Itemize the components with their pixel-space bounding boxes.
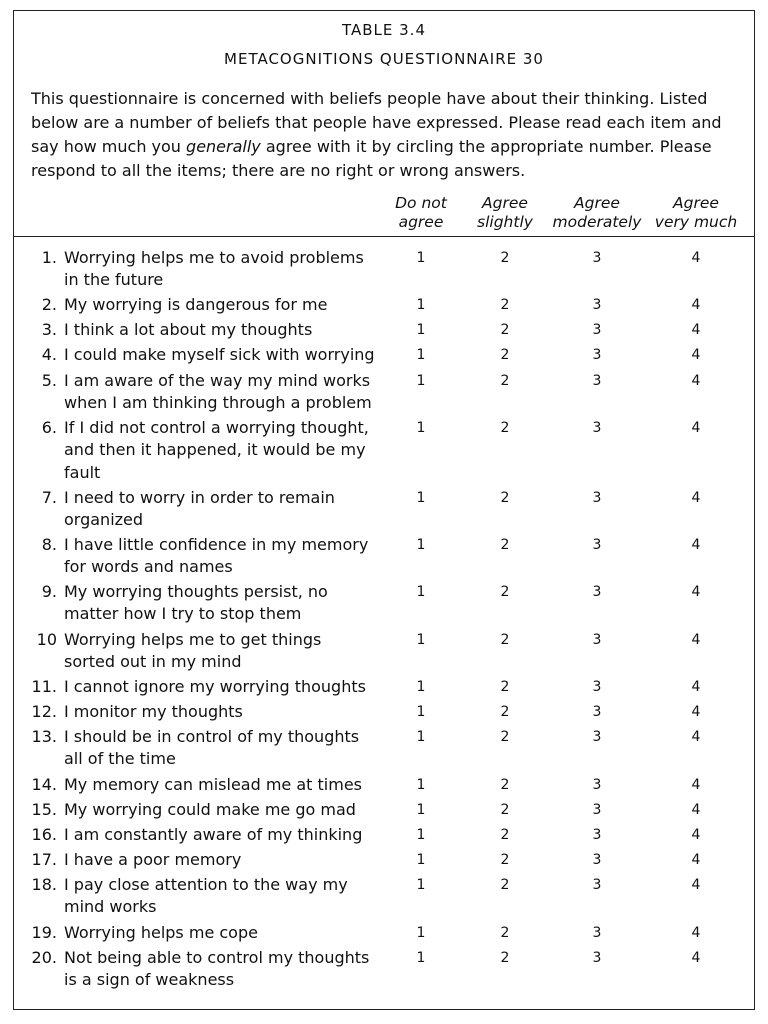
rating-option-1[interactable]: 1 — [416, 420, 426, 436]
questionnaire-item — [0, 629, 768, 674]
questionnaire-item — [0, 874, 768, 919]
questionnaire-item — [0, 799, 768, 821]
item-text-line: Worrying helps me cope — [64, 923, 258, 942]
item-number: 2. — [41, 295, 57, 314]
item-number: 9. — [41, 582, 57, 601]
item-text — [64, 344, 382, 366]
rating-option-1[interactable]: 1 — [416, 679, 426, 695]
rating-option-2[interactable]: 2 — [500, 347, 510, 363]
item-text-line: when I am thinking through a problem — [64, 393, 372, 413]
table-title: METACOGNITIONS QUESTIONNAIRE 30 — [224, 50, 544, 68]
table-label: TABLE 3.4 — [341, 21, 426, 39]
rating-option-3[interactable]: 3 — [592, 297, 602, 313]
rating-option-3[interactable]: 3 — [592, 877, 602, 893]
rating-option-4[interactable]: 4 — [691, 777, 701, 793]
rating-option-4[interactable]: 4 — [691, 852, 701, 868]
rating-option-2[interactable]: 2 — [500, 729, 510, 745]
rating-option-4[interactable]: 4 — [691, 632, 701, 648]
column-header-line: Agree — [482, 194, 528, 212]
column-header-agree-very-much — [641, 194, 751, 232]
rating-option-1[interactable]: 1 — [416, 802, 426, 818]
rating-option-4[interactable]: 4 — [691, 420, 701, 436]
item-text-line: fault — [64, 462, 101, 482]
rating-option-1[interactable]: 1 — [416, 729, 426, 745]
rating-option-2[interactable]: 2 — [500, 777, 510, 793]
rating-option-2[interactable]: 2 — [500, 537, 510, 553]
item-text-line: mind works — [64, 897, 157, 917]
intro-line-3-end: agree with it by circling the appropriate number. Please — [260, 137, 712, 156]
rating-option-4[interactable]: 4 — [691, 925, 701, 941]
item-text-line: I think a lot about my thoughts — [64, 320, 313, 339]
item-number: 16. — [31, 825, 57, 844]
item-text — [64, 581, 382, 626]
questionnaire-item — [0, 849, 768, 871]
rating-option-1[interactable]: 1 — [416, 852, 426, 868]
rating-option-3[interactable]: 3 — [592, 490, 602, 506]
rating-option-3[interactable]: 3 — [592, 827, 602, 843]
item-text — [64, 922, 382, 944]
rating-option-3[interactable]: 3 — [592, 704, 602, 720]
rating-option-2[interactable]: 2 — [500, 373, 510, 389]
rating-option-1[interactable]: 1 — [416, 537, 426, 553]
questionnaire-item — [0, 247, 768, 292]
rating-option-2[interactable]: 2 — [500, 950, 510, 966]
rating-option-4[interactable]: 4 — [691, 729, 701, 745]
item-number: 6. — [41, 418, 57, 437]
item-number: 18. — [31, 875, 57, 894]
rating-option-3[interactable]: 3 — [592, 729, 602, 745]
rating-option-3[interactable]: 3 — [592, 925, 602, 941]
rating-option-1[interactable]: 1 — [416, 490, 426, 506]
rating-option-4[interactable]: 4 — [691, 490, 701, 506]
rating-option-4[interactable]: 4 — [691, 827, 701, 843]
rating-option-4[interactable]: 4 — [691, 297, 701, 313]
column-header-line: Agree — [574, 194, 620, 212]
item-text-line: and then it happened, it would be my — [64, 440, 366, 460]
rating-option-3[interactable]: 3 — [592, 347, 602, 363]
questionnaire-item — [0, 344, 768, 366]
rating-option-1[interactable]: 1 — [416, 950, 426, 966]
rating-option-4[interactable]: 4 — [691, 537, 701, 553]
questionnaire-item — [0, 370, 768, 415]
rating-option-4[interactable]: 4 — [691, 802, 701, 818]
rating-option-1[interactable]: 1 — [416, 925, 426, 941]
item-text-line: I need to worry in order to remain — [64, 488, 335, 507]
rating-option-2[interactable]: 2 — [500, 297, 510, 313]
item-text-line: My worrying could make me go mad — [64, 800, 356, 819]
questionnaire-item — [0, 676, 768, 698]
rating-option-2[interactable]: 2 — [500, 490, 510, 506]
rating-option-3[interactable]: 3 — [592, 852, 602, 868]
rating-option-4[interactable]: 4 — [691, 877, 701, 893]
header-rule — [14, 236, 754, 237]
item-text-line: matter how I try to stop them — [64, 604, 302, 624]
item-number: 13. — [31, 727, 57, 746]
rating-option-2[interactable]: 2 — [500, 250, 510, 266]
rating-option-4[interactable]: 4 — [691, 950, 701, 966]
item-number: 7. — [41, 488, 57, 507]
item-number: 1. — [41, 248, 57, 267]
item-text — [64, 849, 382, 871]
rating-option-1[interactable]: 1 — [416, 347, 426, 363]
intro-line-3-start: say how much you — [31, 137, 187, 156]
item-number: 8. — [41, 535, 57, 554]
item-text-line: I could make myself sick with worrying — [64, 345, 375, 364]
questionnaire-item — [0, 726, 768, 771]
rating-option-4[interactable]: 4 — [691, 347, 701, 363]
item-text — [64, 774, 382, 796]
item-text-line: My worrying thoughts persist, no — [64, 582, 328, 601]
rating-option-4[interactable]: 4 — [691, 322, 701, 338]
item-text-line: My worrying is dangerous for me — [64, 295, 328, 314]
item-text — [64, 417, 382, 484]
questionnaire-item — [0, 417, 768, 484]
rating-option-1[interactable]: 1 — [416, 704, 426, 720]
item-text — [64, 676, 382, 698]
questionnaire-item — [0, 922, 768, 944]
item-text-line: I should be in control of my thoughts — [64, 727, 360, 746]
item-text — [64, 726, 382, 771]
item-text-line: I monitor my thoughts — [64, 702, 243, 721]
item-text-line: I have a poor memory — [64, 850, 242, 869]
item-text-line: Worrying helps me to get things — [64, 630, 322, 649]
rating-option-4[interactable]: 4 — [691, 584, 701, 600]
rating-option-1[interactable]: 1 — [416, 250, 426, 266]
rating-option-1[interactable]: 1 — [416, 322, 426, 338]
questionnaire-item — [0, 581, 768, 626]
item-text — [64, 799, 382, 821]
rating-option-2[interactable]: 2 — [500, 679, 510, 695]
rating-option-1[interactable]: 1 — [416, 373, 426, 389]
rating-option-3[interactable]: 3 — [592, 420, 602, 436]
item-number: 5. — [41, 371, 57, 390]
questionnaire-item — [0, 294, 768, 316]
intro-line-3 — [31, 135, 743, 159]
item-text — [64, 319, 382, 341]
rating-option-1[interactable]: 1 — [416, 877, 426, 893]
item-text — [64, 294, 382, 316]
item-text — [64, 534, 382, 579]
rating-option-3[interactable]: 3 — [592, 679, 602, 695]
rating-option-3[interactable]: 3 — [592, 584, 602, 600]
rating-option-2[interactable]: 2 — [500, 704, 510, 720]
item-text-line: in the future — [64, 270, 164, 290]
rating-option-3[interactable]: 3 — [592, 250, 602, 266]
intro-emphasis: generally — [186, 137, 261, 156]
rating-option-2[interactable]: 2 — [500, 925, 510, 941]
rating-option-1[interactable]: 1 — [416, 827, 426, 843]
rating-option-2[interactable]: 2 — [500, 322, 510, 338]
item-text — [64, 370, 382, 415]
item-text — [64, 701, 382, 723]
item-number: 14. — [31, 775, 57, 794]
rating-option-2[interactable]: 2 — [500, 584, 510, 600]
item-text-line: I am aware of the way my mind works — [64, 371, 371, 390]
item-text-line: My memory can mislead me at times — [64, 775, 362, 794]
intro-line-1: This questionnaire is concerned with beliefs people have about their thinking. Listed — [31, 89, 708, 108]
rating-option-4[interactable]: 4 — [691, 250, 701, 266]
rating-option-3[interactable]: 3 — [592, 373, 602, 389]
item-text-line: I have little confidence in my memory — [64, 535, 369, 554]
rating-option-4[interactable]: 4 — [691, 373, 701, 389]
column-header-agree-moderately — [542, 194, 652, 232]
column-header-line: agree — [398, 213, 444, 231]
item-number: 4. — [41, 345, 57, 364]
rating-option-1[interactable]: 1 — [416, 777, 426, 793]
item-number: 17. — [31, 850, 57, 869]
questionnaire-item — [0, 947, 768, 992]
questionnaire-item — [0, 824, 768, 846]
item-text — [64, 947, 382, 992]
item-text-line: Not being able to control my thoughts — [64, 948, 370, 967]
item-number: 15. — [31, 800, 57, 819]
item-number: 20. — [31, 948, 57, 967]
questionnaire-item — [0, 319, 768, 341]
rating-option-4[interactable]: 4 — [691, 679, 701, 695]
column-header-line: Agree — [673, 194, 719, 212]
item-text-line: organized — [64, 510, 144, 530]
item-number: 11. — [31, 677, 57, 696]
item-number: 12. — [31, 702, 57, 721]
item-text-line: If I did not control a worrying thought, — [64, 418, 369, 437]
rating-option-2[interactable]: 2 — [500, 852, 510, 868]
intro-line-2: below are a number of beliefs that people have expressed. Please read each item and — [31, 113, 722, 132]
item-text — [64, 629, 382, 674]
rating-option-2[interactable]: 2 — [500, 420, 510, 436]
questionnaire-item — [0, 701, 768, 723]
item-text-line: I pay close attention to the way my — [64, 875, 348, 894]
column-header-line: slightly — [477, 213, 533, 231]
rating-option-3[interactable]: 3 — [592, 777, 602, 793]
item-text — [64, 487, 382, 532]
rating-option-4[interactable]: 4 — [691, 704, 701, 720]
item-text — [64, 874, 382, 919]
item-text-line: Worrying helps me to avoid problems — [64, 248, 364, 267]
rating-option-3[interactable]: 3 — [592, 322, 602, 338]
questionnaire-item — [0, 534, 768, 579]
rating-option-1[interactable]: 1 — [416, 584, 426, 600]
questionnaire-item — [0, 774, 768, 796]
item-number: 3. — [41, 320, 57, 339]
item-text-line: I am constantly aware of my thinking — [64, 825, 363, 844]
rating-option-3[interactable]: 3 — [592, 802, 602, 818]
rating-option-2[interactable]: 2 — [500, 827, 510, 843]
rating-option-2[interactable]: 2 — [500, 802, 510, 818]
item-text — [64, 824, 382, 846]
rating-option-2[interactable]: 2 — [500, 632, 510, 648]
item-number: 10 — [36, 630, 57, 649]
item-text-line: is a sign of weakness — [64, 970, 235, 990]
rating-option-3[interactable]: 3 — [592, 950, 602, 966]
rating-option-1[interactable]: 1 — [416, 297, 426, 313]
column-header-line: very much — [654, 213, 738, 231]
item-text-line: all of the time — [64, 749, 176, 769]
rating-option-2[interactable]: 2 — [500, 877, 510, 893]
rating-option-1[interactable]: 1 — [416, 632, 426, 648]
item-text-line: I cannot ignore my worrying thoughts — [64, 677, 366, 696]
item-number: 19. — [31, 923, 57, 942]
column-header-line: moderately — [552, 213, 642, 231]
item-text — [64, 247, 382, 292]
intro-line-4: respond to all the items; there are no right or wrong answers. — [31, 161, 526, 180]
rating-option-3[interactable]: 3 — [592, 537, 602, 553]
questionnaire-item — [0, 487, 768, 532]
rating-option-3[interactable]: 3 — [592, 632, 602, 648]
item-text-line: sorted out in my mind — [64, 652, 242, 672]
column-header-line: Do not — [395, 194, 447, 212]
item-text-line: for words and names — [64, 557, 233, 577]
